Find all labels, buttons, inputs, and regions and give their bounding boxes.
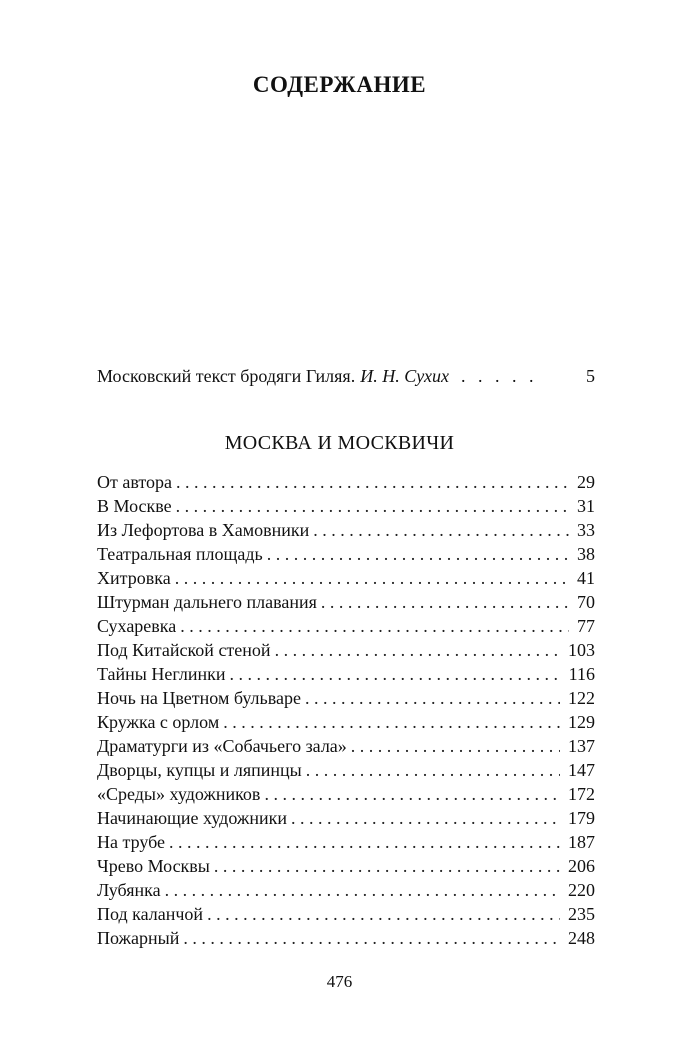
toc-entry-page: 129 [568, 712, 595, 732]
toc-entry-leader [175, 568, 569, 589]
intro-entry-page: 5 [586, 366, 595, 386]
toc-entry [97, 688, 595, 712]
toc-entry-title: Штурман дальнего плавания [97, 592, 317, 612]
toc-entry-leader [165, 880, 560, 901]
toc-entry [97, 880, 595, 904]
toc-entry-page: 116 [568, 664, 595, 684]
toc-entry-title: Начинающие художники [97, 808, 287, 828]
toc-entry-leader [313, 520, 569, 541]
toc-entry-title: Лубянка [97, 880, 161, 900]
toc-entry [97, 472, 595, 496]
toc-entry [97, 856, 595, 880]
toc-entry-leader [176, 496, 569, 517]
toc-entry-page: 147 [568, 760, 595, 780]
toc-entry-title: Хитровка [97, 568, 171, 588]
toc-entry-leader [351, 736, 560, 757]
page-number: 476 [326, 972, 353, 991]
toc-entry-title: Дворцы, купцы и ляпинцы [97, 760, 302, 780]
section-title: МОСКВА И МОСКВИЧИ [224, 432, 455, 454]
toc-entry-title: Под каланчой [97, 904, 204, 924]
toc-entry-title: Пожарный [97, 928, 180, 948]
intro-entry [97, 366, 595, 387]
intro-entry-author: И. Н. Сухих [360, 366, 449, 386]
toc-entry [97, 664, 595, 688]
toc-entry-page: 77 [577, 616, 595, 636]
toc-entry [97, 928, 595, 952]
toc-entry-page: 187 [568, 832, 595, 852]
toc-entry [97, 904, 595, 928]
toc-entry-page: 122 [568, 688, 595, 708]
toc-entry-page: 103 [568, 640, 595, 660]
toc-entry-title: Драматурги из «Собачьего зала» [97, 736, 347, 756]
toc-list [97, 472, 595, 952]
toc-entry-title: От автора [97, 472, 173, 492]
toc-entry-leader [183, 928, 560, 949]
toc-entry-page: 31 [577, 496, 595, 516]
toc-entry [97, 640, 595, 664]
toc-entry-leader [223, 712, 560, 733]
toc-entry-leader [207, 904, 560, 925]
toc-entry-page: 70 [577, 592, 595, 612]
toc-entry [97, 616, 595, 640]
toc-entry [97, 736, 595, 760]
page-title: СОДЕРЖАНИЕ [252, 72, 427, 97]
toc-entry-page: 41 [577, 568, 595, 588]
toc-entry-leader [214, 856, 560, 877]
toc-entry-page: 179 [568, 808, 595, 828]
toc-entry-leader [176, 472, 569, 493]
toc-entry-title: Под Китайской стеной [97, 640, 271, 660]
toc-entry-leader [275, 640, 560, 661]
toc-entry-leader [321, 592, 569, 613]
toc-entry-title: В Москве [97, 496, 172, 516]
toc-entry-title: Тайны Неглинки [97, 664, 226, 684]
toc-entry-page: 235 [568, 904, 595, 924]
toc-entry-title: Чрево Москвы [97, 856, 210, 876]
toc-entry [97, 808, 595, 832]
toc-entry [97, 760, 595, 784]
toc-entry-page: 38 [577, 544, 595, 564]
toc-entry-title: На трубе [97, 832, 166, 852]
toc-entry-leader [291, 808, 560, 829]
toc-entry-title: Театральная площадь [97, 544, 263, 564]
toc-entry-page: 206 [568, 856, 595, 876]
toc-entry-leader [180, 616, 569, 637]
intro-entry-leader: . . . . . [460, 366, 538, 386]
toc-entry [97, 568, 595, 592]
intro-entry-title: Московский текст бродяги Гиляя. [97, 366, 356, 386]
toc-entry-title: Из Лефортова в Хамовники [97, 520, 310, 540]
toc-entry-page: 137 [568, 736, 595, 756]
toc-entry-title: Кружка с орлом [97, 712, 220, 732]
toc-entry [97, 832, 595, 856]
toc-entry [97, 544, 595, 568]
toc-entry-leader [267, 544, 569, 565]
toc-entry-page: 33 [577, 520, 595, 540]
toc-entry-leader [306, 760, 560, 781]
toc-entry-leader [229, 664, 560, 685]
toc-entry-title: Ночь на Цветном бульваре [97, 688, 301, 708]
toc-entry [97, 784, 595, 808]
toc-entry-title: «Среды» художников [97, 784, 261, 804]
toc-entry-leader [169, 832, 560, 853]
toc-entry [97, 520, 595, 544]
toc-entry-page: 172 [568, 784, 595, 804]
toc-entry-leader [305, 688, 560, 709]
toc-entry-leader [264, 784, 560, 805]
toc-entry-page: 220 [568, 880, 595, 900]
toc-entry-title: Сухаревка [97, 616, 177, 636]
toc-entry-page: 248 [568, 928, 595, 948]
toc-entry [97, 712, 595, 736]
toc-entry [97, 496, 595, 520]
toc-entry-page: 29 [577, 472, 595, 492]
toc-entry [97, 592, 595, 616]
